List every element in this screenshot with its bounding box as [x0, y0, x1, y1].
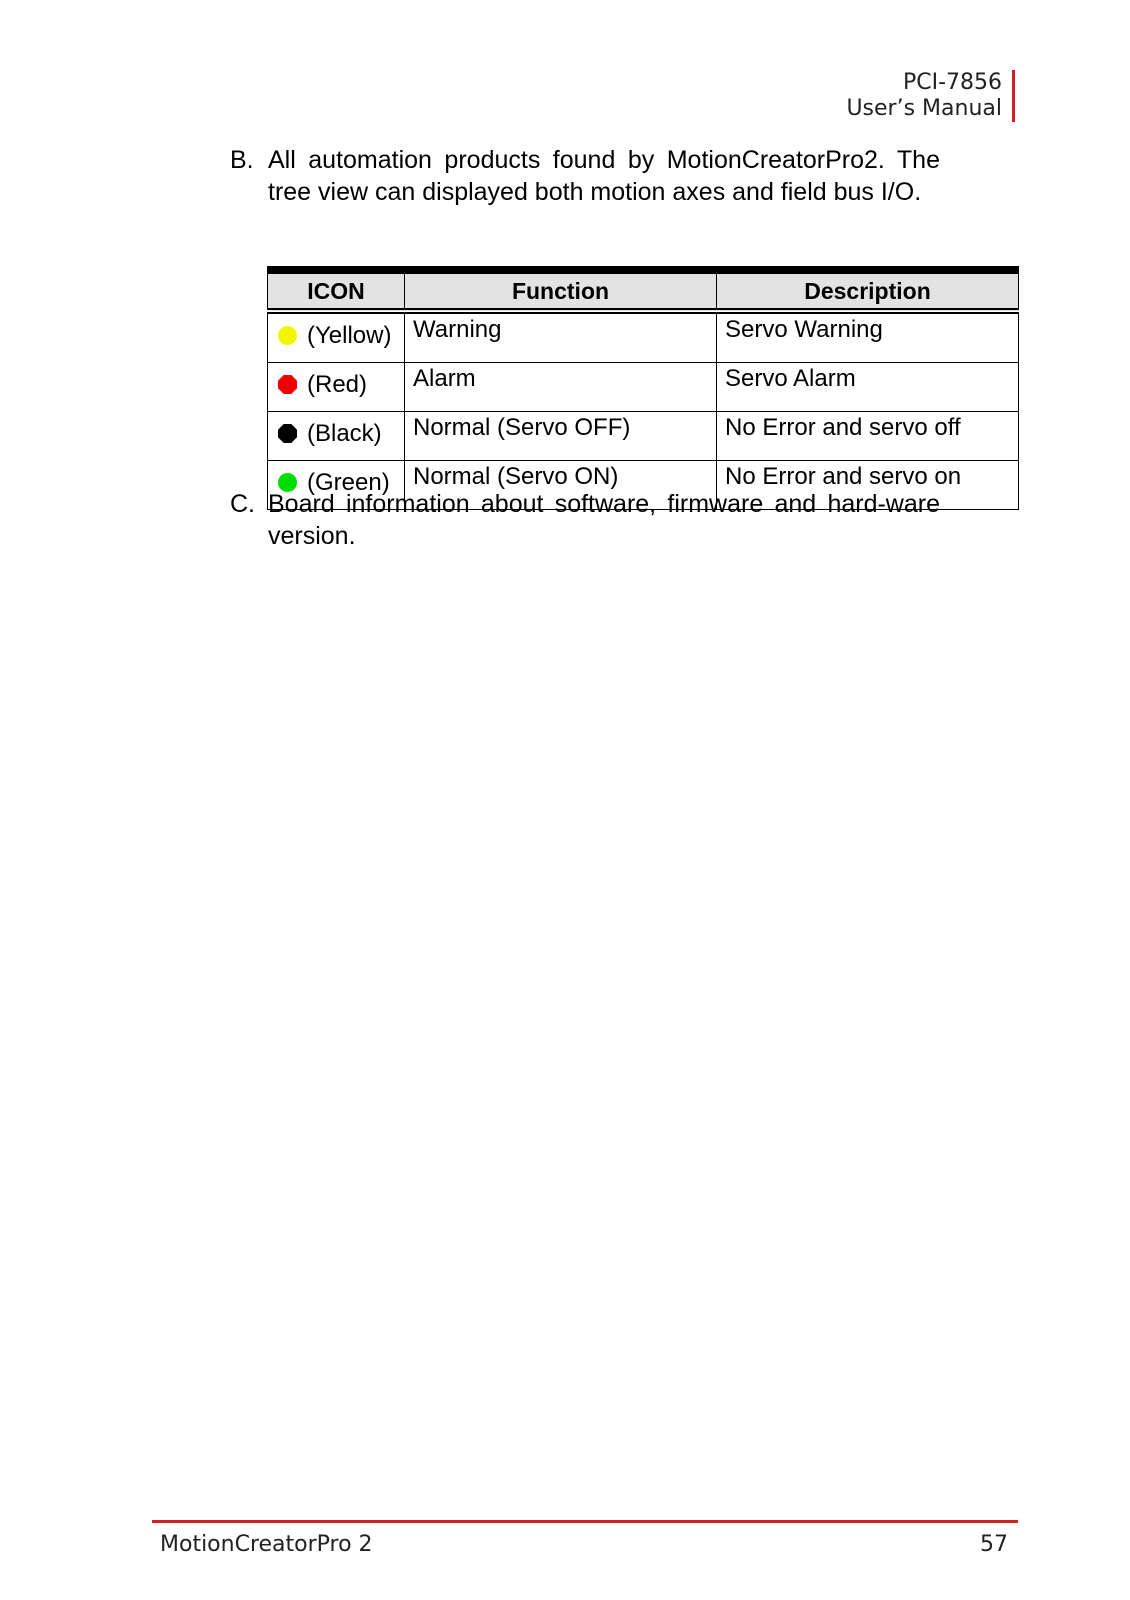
black-octagon-icon	[278, 424, 297, 443]
footer-divider	[152, 1520, 1018, 1523]
running-header	[846, 70, 1015, 122]
column-header-icon: ICON	[268, 270, 405, 311]
icon-label: (Yellow)	[307, 322, 392, 349]
list-item-text: All automation products found by MotionCreatorPro2. The tree view can displayed both motion axes and field bus I/O.	[268, 146, 940, 206]
table-row	[268, 363, 1019, 412]
table-header-row	[268, 270, 1019, 311]
list-marker: B.	[230, 146, 254, 174]
icon-cell	[268, 363, 405, 412]
description-cell: No Error and servo off	[717, 412, 1019, 461]
list-item-b	[230, 144, 940, 208]
description-cell: Servo Alarm	[717, 363, 1019, 412]
red-octagon-icon	[278, 375, 297, 394]
icon-cell	[268, 412, 405, 461]
table-row	[268, 412, 1019, 461]
page-number: 57	[980, 1532, 1008, 1557]
function-cell: Normal (Servo OFF)	[405, 412, 717, 461]
function-cell: Warning	[405, 311, 717, 363]
description-cell: Servo Warning	[717, 311, 1019, 363]
list-item-c	[230, 488, 940, 552]
product-name: PCI-7856	[902, 70, 1002, 95]
footer-title: MotionCreatorPro 2	[160, 1532, 373, 1557]
icon-label: (Green)	[307, 469, 390, 496]
manual-title: User’s Manual	[846, 96, 1002, 121]
table-row	[268, 311, 1019, 363]
icon-cell	[268, 311, 405, 363]
function-cell: Normal (Servo ON)	[405, 461, 717, 510]
icon-label: (Black)	[307, 420, 382, 447]
function-cell: Alarm	[405, 363, 717, 412]
list-marker: C.	[230, 490, 255, 518]
icon-label: (Red)	[307, 371, 368, 398]
column-header-description: Description	[717, 270, 1019, 311]
icon-status-table	[267, 266, 1019, 510]
yellow-dot-icon	[278, 326, 297, 345]
list-item-text: Board information about software, firmware and hard-ware version.	[268, 490, 940, 550]
description-cell: No Error and servo on	[717, 461, 1019, 510]
column-header-function: Function	[405, 270, 717, 311]
